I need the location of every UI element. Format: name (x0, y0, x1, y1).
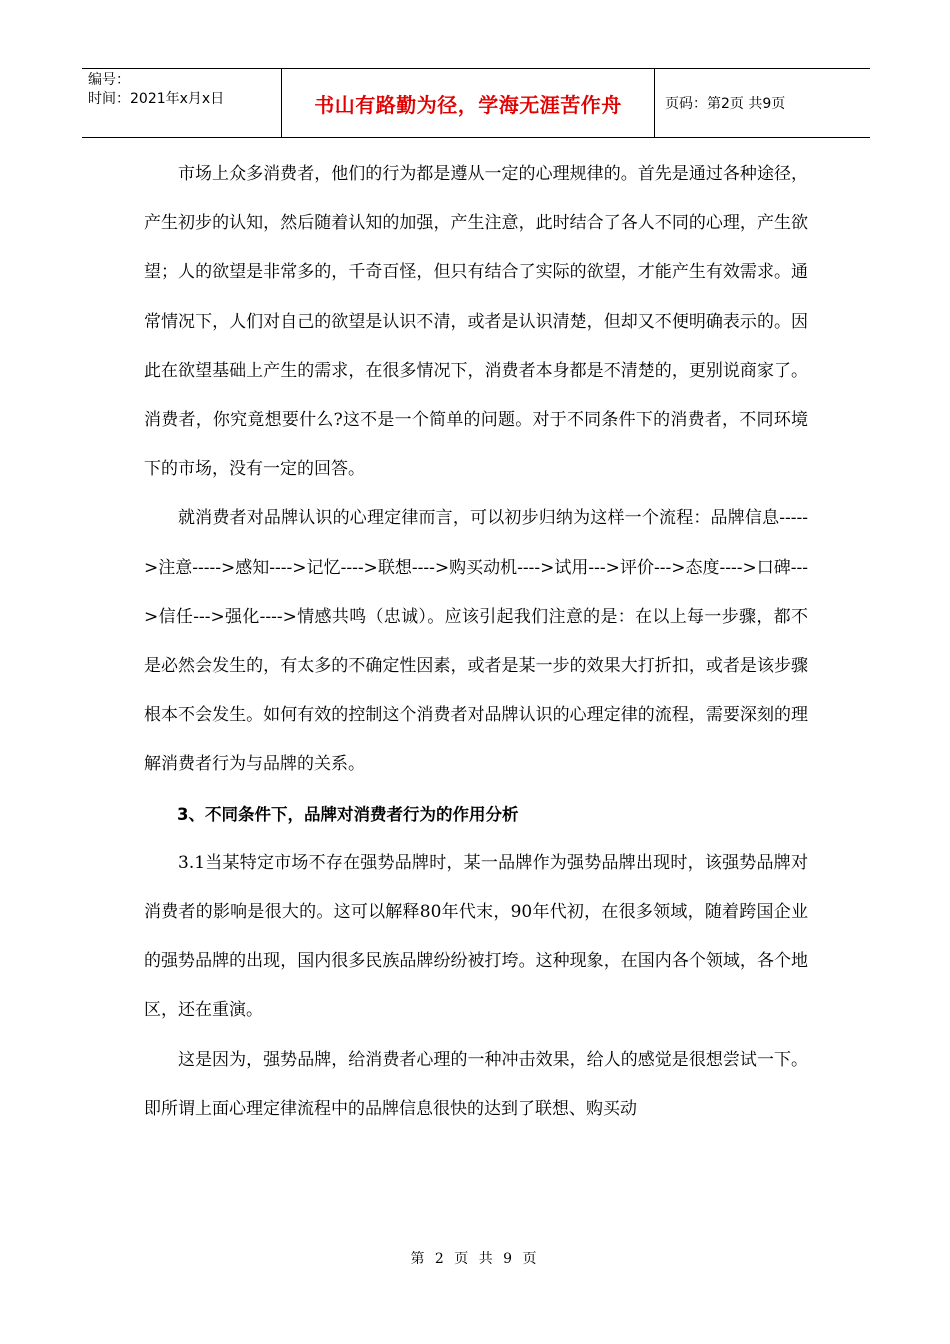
header-meta (82, 69, 282, 137)
document-date: 时间：2021年x月x日 (88, 91, 225, 107)
paragraph: 3.1当某特定市场不存在强势品牌时，某一品牌作为强势品牌出现时，该强势品牌对消费者的影响是很大的。这可以解释80年代末，90年代初，在很多领域，随着跨国企业的强势品牌的出现，国内很多民族品牌纷纷被打垮。这种现象，在国内各个领域，各个地区，还在重演。 (144, 852, 808, 1021)
paragraph: 市场上众多消费者，他们的行为都是遵从一定的心理规律的。首先是通过各种途径，产生初步的认知，然后随着认知的加强，产生注意，此时结合了各人不同的心理，产生欲望；人的欲望是非常多的，千奇百怪，但只有结合了实际的欲望，才能产生有效需求。通常情况下，人们对自己的欲望是认识不清，或者是认识清楚，但却又不便明确表示的。因此在欲望基础上产生的需求，在很多情况下，消费者本身都是不清楚的，更别说商家了。消费者，你究竟想要什么?这不是一个简单的问题。对于不同条件下的消费者，不同环境下的市场，没有一定的回答。 (144, 164, 808, 480)
header-page-code: 页码：第2页 共9页 (665, 96, 786, 112)
header-motto: 书山有路勤为径，学海无涯苦作舟 (282, 69, 655, 137)
paragraph: 这是因为，强势品牌，给消费者心理的一种冲击效果，给人的感觉是很想尝试一下。即所谓上面心理定律流程中的品牌信息很快的达到了联想、购买动 (144, 1049, 808, 1119)
document-number-label: 编号： (88, 72, 130, 88)
section-heading: 3、不同条件下，品牌对消费者行为的作用分析 (177, 804, 519, 824)
paragraph: 就消费者对品牌认识的心理定律而言，可以初步归纳为这样一个流程：品牌信息----->注意----->感知---->记忆---->联想---->购买动机---->试用--->评价--->态度---->口碑--->信任--->强化---->情感共鸣（忠诚）。应该引起我们注意的是：在以上每一步骤，都不是必然会发生的，有太多的不确定性因素，或者是某一步的效果大打折扣，或者是该步骤根本不会发生。如何有效的控制这个消费者对品牌认识的心理定律的流程，需要深刻的理解消费者行为与品牌的关系。 (144, 508, 808, 775)
document-body (144, 150, 808, 1134)
page-footer: 第 2 页 共 9 页 (410, 1251, 540, 1267)
page-header (82, 68, 870, 138)
